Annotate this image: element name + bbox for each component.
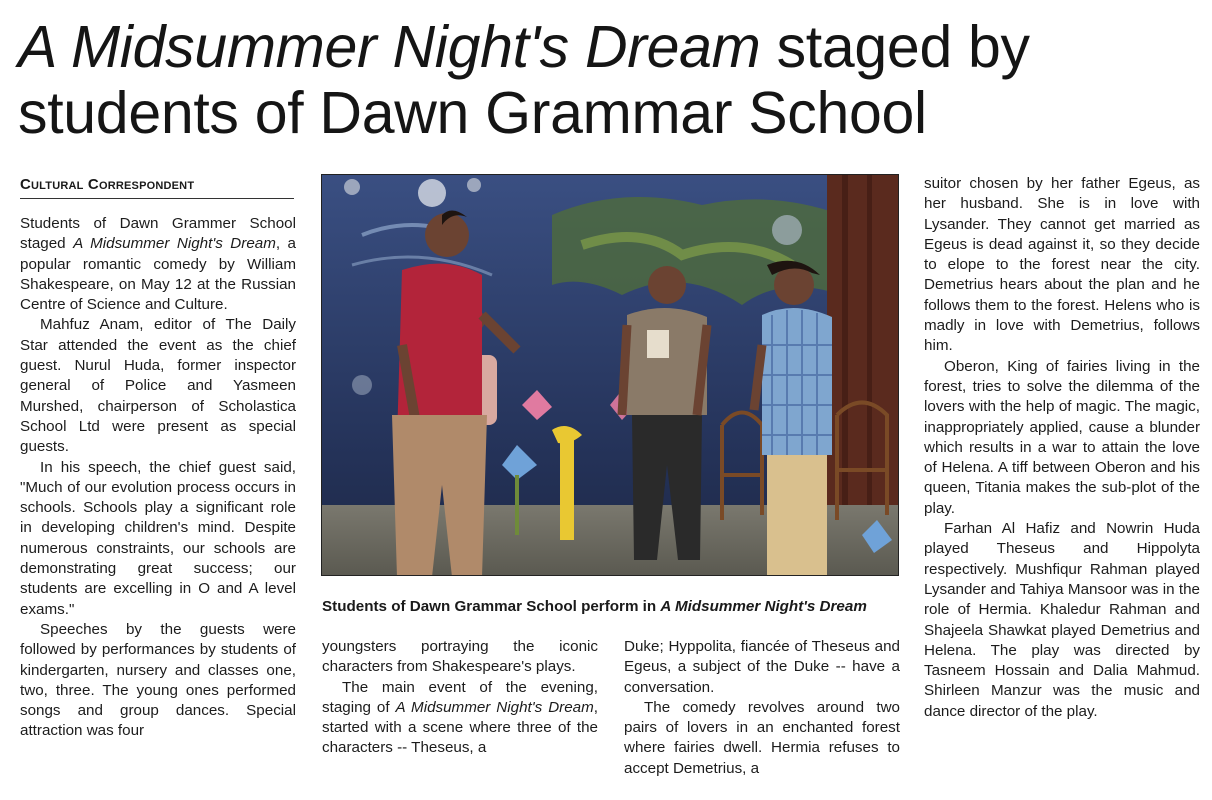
paragraph: Mahfuz Anam, editor of The Daily Star attended the event as the chief guest. Nurul Huda, former inspector general of Police and Yasmeen Murshed, chairperson of Scholastica School Ltd were present as special guests. [20, 316, 296, 456]
article-column-2 [322, 637, 598, 759]
caption-text: Students of Dawn Grammar School perform in [322, 598, 661, 615]
play-title-italic: A Midsummer Night's Dream [395, 698, 594, 716]
paragraph: In his speech, the chief guest said, "Much of our evolution process occurs in schools. Schools play a significant role in developing children's mind. Despite numerous constraints, our schools are demonstrating great success; our students are excelling in O and A level exams." [20, 458, 296, 618]
paragraph: Speeches by the guests were followed by performances by students of kindergarten, nursery and classes one, two, three. The young ones performed songs and group dances. Special attraction was four [20, 620, 296, 740]
headline-line2: students of Dawn Grammar School [18, 80, 927, 146]
paragraph: Farhan Al Hafiz and Nowrin Huda played Theseus and Hippolyta respectively. Mushfiqur Rahman played Lysander and Tahiya Mansoor was in the role of Hermia. Khaledur Rahman and Shajeela Shawkat played Demetrius and Helena. The play was directed by Tasneem Hossain and Dalia Mahmud. Shirleen Manzur was the music and dance director of the play. [924, 520, 1200, 720]
text-run: The main event of the evening, staging of [322, 678, 598, 716]
text-run: Students of Dawn Grammer School staged [20, 215, 296, 253]
headline-play-title: A Midsummer Night's Dream [18, 14, 761, 80]
paragraph: Oberon, King of fairies living in the forest, tries to solve the dilemma of the lovers with the help of magic. The magic, inappropriately applied, cause a blunder which results in a war to attain the love of Helena. A tiff between Oberon and his queen, Titania makes the sub-plot of the play. [924, 357, 1200, 517]
paragraph [322, 678, 598, 759]
paragraph [20, 214, 296, 315]
text-run: , started with a scene where three of the characters -- Theseus, a [322, 698, 598, 757]
headline-line1-rest: staged by [760, 14, 1030, 80]
article-column-1 [20, 214, 296, 742]
stage-photo [321, 174, 899, 576]
paragraph: Duke; Hyppolita, fiancée of Theseus and Egeus, a subject of the Duke -- have a conversation. [624, 638, 900, 696]
headline [18, 14, 1198, 146]
article-column-4 [924, 174, 1200, 722]
paragraph: The comedy revolves around two pairs of lovers in an enchanted forest where fairies dwell. Hermia refuses to accept Demetrius, a [624, 698, 900, 777]
play-title-italic: A Midsummer Night's Dream [73, 235, 276, 253]
stage-photo-image [322, 175, 899, 576]
article-column-3 [624, 637, 900, 779]
caption-play-title: A Midsummer Night's Dream [660, 598, 867, 615]
paragraph: suitor chosen by her father Egeus, as her husband. She is in love with Lysander. They cannot get married as Egeus is dead against it, so they decide to elope to the forest near the city. Demetrius hears about the plan and he follows them to the forest. Helens who is madly in love with Demetrius, follows him. [924, 175, 1200, 355]
text-run: , a popular romantic comedy by William Shakespeare, on May 12 at the Russian Centre of Science and Culture. [20, 235, 297, 314]
photo-caption [322, 598, 902, 615]
paragraph: youngsters portraying the iconic characters from Shakespeare's plays. [322, 638, 598, 676]
byline: Cultural Correspondent [20, 176, 294, 199]
